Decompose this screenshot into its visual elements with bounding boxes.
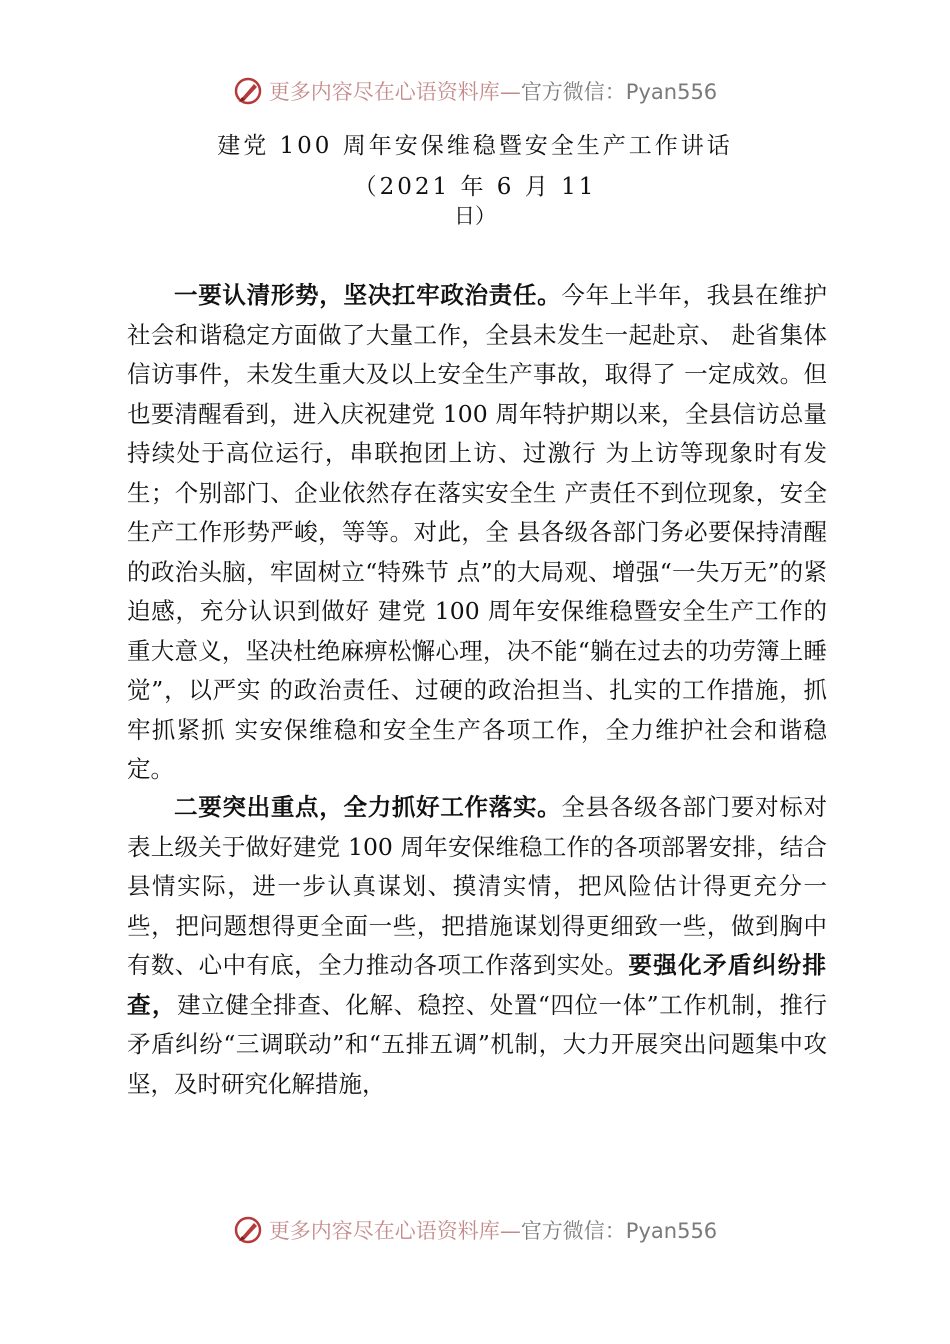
document-date-line-1: （2021 年 6 月 11 (353, 174, 597, 200)
paragraph-1-lead: 一要认清形势，坚决扛牢政治责任。 (174, 281, 562, 309)
brush-pen-logo-icon (233, 76, 263, 106)
banner-separator: — (499, 1219, 521, 1243)
document-title: 建党 100 周年安保维稳暨安全生产工作讲话 (217, 133, 733, 159)
paragraph-2-text: 全县各级各部门要对标对表上级关于做好建党 100 周年安保维稳工作的各项部署安排，结合县情实际，进一步认真谋划、摸清实情，把风险估计得更充分一些，把问题想得更全面一些，把措施谋划得更细致一些，做到胸中有数、心中有底，全力推动各项工作落到实处。 (127, 793, 828, 979)
banner-main-text: 更多内容尽在心语资料库 (268, 1219, 500, 1243)
banner-separator: — (499, 80, 521, 104)
watermark-banner-top (0, 75, 950, 109)
document-date-line-2: 日） (454, 204, 496, 228)
paragraph-1 (127, 276, 827, 790)
paragraph-2-subheading: 要强化矛盾纠纷排查， (127, 951, 827, 1019)
paragraph-2-lead: 二要突出重点，全力抓好工作落实。 (174, 793, 562, 821)
paragraph-2 (127, 788, 827, 1104)
watermark-banner-bottom (0, 1214, 950, 1248)
paragraph-2-text-2: 建立健全排查、化解、稳控、处置“四位一体”工作机制，推行矛盾纠纷“三调联动”和“五排五调”机制，大力开展突出问题集中攻坚，及时研究化解措施， (127, 990, 828, 1098)
banner-wechat-text: 官方微信：Pyan556 (520, 1219, 718, 1243)
banner-wechat-text: 官方微信：Pyan556 (520, 80, 718, 104)
banner-main-text: 更多内容尽在心语资料库 (268, 80, 500, 104)
paragraph-1-text: 今年上半年，我县在维护社会和谐稳定方面做了大量工作，全县未发生一起赴京、 赴省集体信访事件，未发生重大及以上安全生产事故，取得了 一定成效。但也要清醒看到，进入庆祝建党 100 周年特护期以来，全县信访总量持续处于高位运行，串联抱团上访、过激行 为上访等现象时有发生；个别部门、企业依然存在落实安全生 产责任不到位现象，安全生产工作形势严峻，等等。对此，全 县各级各部门务必要保持清醒的政治头脑，牢固树立“特殊节 点”的大局观、增强“一失万无”的紧迫感，充分认识到做好 建党 100 周年安保维稳暨安全生产工作的重大意义，坚决杜绝麻痹松懈心理，决不能“躺在过去的功劳簿上睡觉”，以严实 的政治责任、过硬的政治担当、扎实的工作措施，抓牢抓紧抓 实安保维稳和安全生产各项工作，全力维护社会和谐稳定。 (127, 281, 828, 783)
brush-pen-logo-icon (233, 1215, 263, 1245)
